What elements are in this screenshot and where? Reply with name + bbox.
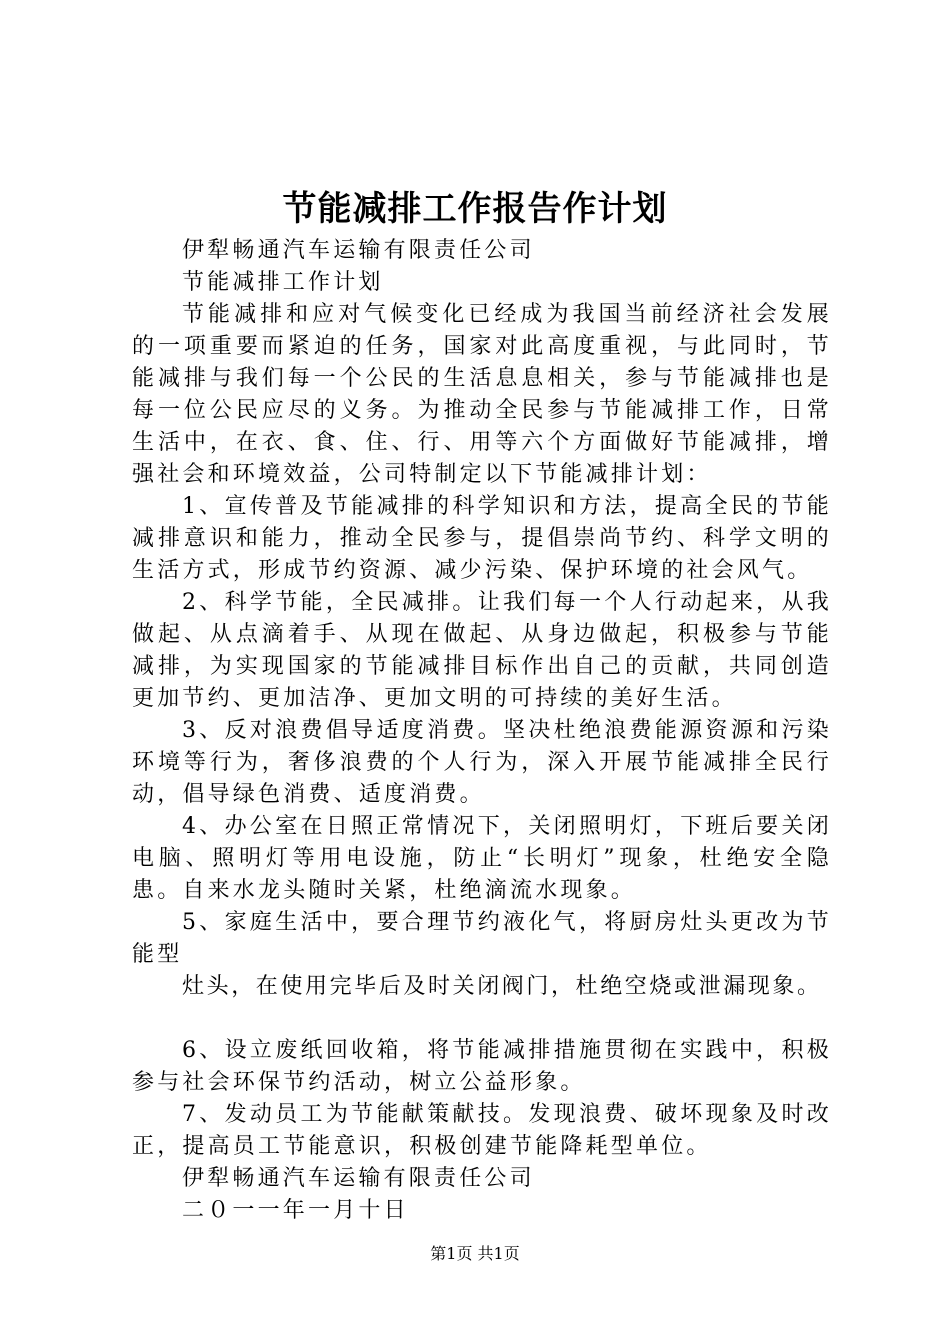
- list-item-1: 1、宣传普及节能减排的科学知识和方法，提高全民的节能减排意识和能力，推动全民参与，提倡崇尚节约、科学文明的生活方式，形成节约资源、减少污染、保护环境的社会风气。: [132, 494, 832, 583]
- signature-date: 二０一一年一月十日: [182, 1198, 409, 1223]
- plan-subtitle: 节能减排工作计划: [182, 270, 384, 295]
- intro-paragraph: 节能减排和应对气候变化已经成为我国当前经济社会发展的一项重要而紧迫的任务，国家对此高度重视，与此同时，节能减排与我们每一个公民的生活息息相关，参与节能减排也是每一位公民应尽的义务。为推动全民参与节能减排工作，日常生活中，在衣、食、住、行、用等六个方面做好节能减排，增强社会和环境效益，公司特制定以下节能减排计划：: [132, 302, 832, 487]
- list-item-5: 5、家庭生活中，要合理节约液化气，将厨房灶头更改为节能型: [132, 910, 832, 967]
- signature-company: 伊犁畅通汽车运输有限责任公司: [182, 1166, 535, 1191]
- list-item-4: 4、办公室在日照正常情况下，关闭照明灯，下班后要关闭电脑、照明灯等用电设施，防止“长明灯”现象，杜绝安全隐患。自来水龙头随时关紧，杜绝滴流水现象。: [132, 814, 832, 903]
- list-item-2: 2、科学节能，全民减排。让我们每一个人行动起来，从我做起、从点滴着手、从现在做起、从身边做起，积极参与节能减排，为实现国家的节能减排目标作出自己的贡献，共同创造更加节约、更加洁净、更加文明的可持续的美好生活。: [132, 590, 832, 711]
- list-item-7: 7、发动员工为节能献策献技。发现浪费、破坏现象及时改正，提高员工节能意识，积极创建节能降耗型单位。: [132, 1102, 832, 1159]
- company-name: 伊犁畅通汽车运输有限责任公司: [182, 238, 535, 263]
- list-item-3: 3、反对浪费倡导适度消费。坚决杜绝浪费能源资源和污染环境等行为，奢侈浪费的个人行为，深入开展节能减排全民行动，倡导绿色消费、适度消费。: [132, 718, 832, 807]
- list-item-6: 6、设立废纸回收箱，将节能减排措施贯彻在实践中，积极参与社会环保节约活动，树立公益形象。: [132, 1038, 832, 1095]
- page-footer: 第1页 共1页: [430, 1244, 520, 1263]
- document-body: [132, 235, 832, 1227]
- blank-line: [132, 1003, 832, 1035]
- list-item-5-continued: 灶头，在使用完毕后及时关闭阀门，杜绝空烧或泄漏现象。: [182, 974, 822, 999]
- document-title: 节能减排工作报告作计划: [282, 189, 668, 229]
